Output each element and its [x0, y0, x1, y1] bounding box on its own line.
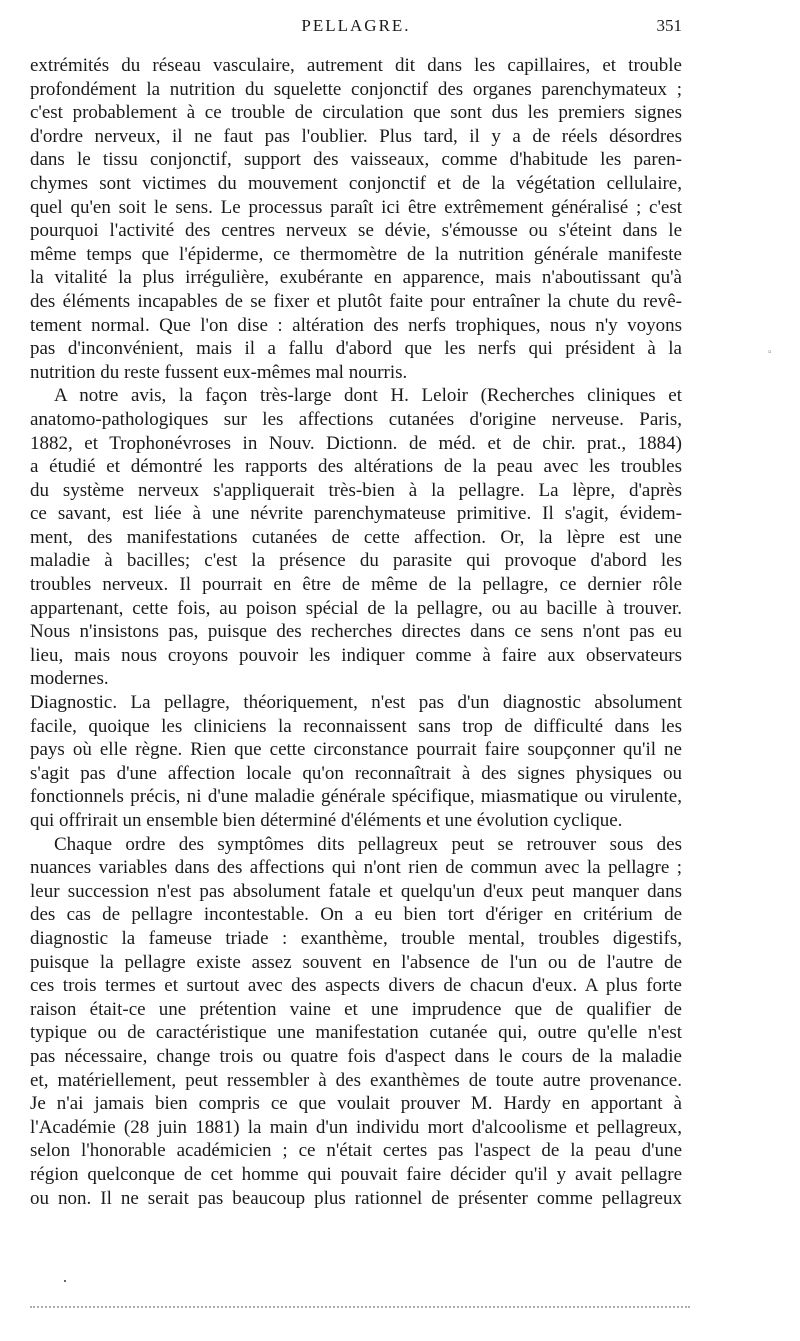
text-line: Diagnostic. La pellagre, théoriquement, n'est pas d'un diagnostic absolument: [30, 692, 682, 714]
text-line: anatomo-pathologiques sur les affections cutanées d'origine nerveuse. Paris,: [30, 408, 682, 430]
text-line: des cas de pellagre incontestable. On a eu bien tort d'ériger en critérium de: [30, 904, 682, 926]
footer-tick: [64, 1280, 66, 1282]
text-line: facile, quoique les cliniciens la reconnaissent sans trop de difficulté dans les: [30, 715, 682, 737]
page-number: 351: [656, 16, 682, 35]
text-line: raison était-ce une prétention vaine et une imprudence que de qualifier de: [30, 998, 682, 1020]
text-line: nuances variables dans des affections qui n'ont rien de commun avec la pellagre ;: [30, 857, 682, 879]
stray-mark: ▫: [768, 347, 772, 358]
text-line: quel qu'en soit le sens. Le processus paraît ici être extrêmement généralisé ; c'est: [30, 196, 682, 218]
text-line: leur succession n'est pas absolument fatale et quelqu'un d'eux peut manquer dans: [30, 880, 682, 902]
text-line: maladie à bacilles; c'est la présence du parasite qui provoque d'abord les: [30, 550, 682, 572]
text-line: pays où elle règne. Rien que cette circonstance pourrait faire soupçonner qu'il ne: [30, 739, 682, 761]
text-line: pas d'inconvénient, mais il a fallu d'abord que les nerfs qui président à la: [30, 338, 682, 360]
text-line: chymes sont victimes du mouvement conjonctif et de la végétation cellulaire,: [30, 172, 682, 194]
text-line: la vitalité la plus irrégulière, exubérante en apparence, mais n'aboutissant qu'à: [30, 267, 682, 289]
text-line: et, matériellement, peut ressembler à des exanthèmes de toute autre provenance.: [30, 1069, 682, 1091]
text-line: fonctionnels précis, ni d'une maladie générale spécifique, miasmatique ou virulente,: [30, 786, 682, 808]
text-line: dans le tissu conjonctif, support des vaisseaux, comme d'habitude les paren-: [30, 149, 682, 171]
text-line: c'est probablement à ce trouble de circulation que sont dus les premiers signes: [30, 102, 682, 124]
text-line: 1882, et Trophonévroses in Nouv. Dictionn. de méd. et de chir. prat., 1884): [30, 432, 682, 454]
text-line: du système nerveux s'appliquerait très-bien à la pellagre. La lèpre, d'après: [30, 479, 682, 501]
text-line: tement normal. Que l'on dise : altération des nerfs trophiques, nous n'y voyons: [30, 314, 682, 336]
text-line: s'agit pas d'une affection locale qu'on reconnaîtrait à des signes physiques ou: [30, 762, 682, 784]
text-line: profondément la nutrition du squelette conjonctif des organes parenchymateux ;: [30, 78, 682, 100]
text-line: extrémités du réseau vasculaire, autrement dit dans les capillaires, et trouble: [30, 55, 682, 76]
text-line: selon l'honorable académicien ; ce n'était certes pas l'aspect de la peau d'une: [30, 1140, 682, 1162]
text-line: pourquoi l'activité des centres nerveux se dévie, s'émousse ou s'éteint dans le: [30, 220, 682, 242]
text-line: d'ordre nerveux, il ne faut pas l'oublier. Plus tard, il y a de réels désordres: [30, 125, 682, 147]
text-line: Nous n'insistons pas, puisque des recherches directes dans ce sens n'ont pas eu: [30, 621, 682, 643]
text-line: ces trois termes et surtout avec des aspects divers de chacun d'eux. A plus forte: [30, 975, 682, 997]
text-line: Chaque ordre des symptômes dits pellagreux peut se retrouver sous des: [54, 833, 682, 855]
text-line: ou non. Il ne serait pas beaucoup plus rationnel de présenter comme pellagreux: [30, 1187, 682, 1209]
text-line: lieu, mais nous croyons pouvoir les indiquer comme à faire aux observateurs: [30, 644, 682, 666]
text-line: ce savant, est liée à une névrite parenchymateuse primitive. Il s'agit, évidem-: [30, 503, 682, 525]
text-line: pas nécessaire, change trois ou quatre fois d'aspect dans le cours de la maladie: [30, 1045, 682, 1067]
text-line: A notre avis, la façon très-large dont H. Leloir (Recherches cliniques et: [54, 385, 682, 407]
text-line: troubles nerveux. Il pourrait en être de même de la pellagre, ce dernier rôle: [30, 574, 682, 596]
page-header: [30, 16, 682, 42]
footer-dotted-rule: [30, 1306, 690, 1310]
text-line: région quelconque de cet homme qui pouvait faire décider qu'il y avait pellagre: [30, 1163, 682, 1185]
text-line: diagnostic la fameuse triade : exanthème, trouble mental, troubles digestifs,: [30, 927, 682, 949]
text-line: nutrition du reste fussent eux-mêmes mal nourris.: [30, 361, 408, 383]
text-line: puisque la pellagre existe assez souvent en l'absence de l'un ou de l'autre de: [30, 951, 682, 973]
text-line: a étudié et démontré les rapports des altérations de la peau avec les troubles: [30, 456, 682, 478]
text-line: modernes.: [30, 668, 109, 690]
text-line: qui offrirait un ensemble bien déterminé d'éléments et une évolution cyclique.: [30, 810, 623, 831]
text-line: typique ou de caractéristique une manifestation cutanée qui, outre qu'elle n'est: [30, 1022, 682, 1044]
text-line: appartenant, cette fois, au poison spécial de la pellagre, ou au bacille à trouver.: [30, 597, 682, 619]
text-line: même temps que l'épiderme, ce thermomètre de la nutrition générale manifeste: [30, 243, 682, 265]
text-line: ment, des manifestations cutanées de cette affection. Or, la lèpre est une: [30, 526, 682, 548]
running-title: PELLAGRE.: [301, 16, 411, 35]
text-line: Je n'ai jamais bien compris ce que voulait prouver M. Hardy en apportant à: [30, 1093, 682, 1115]
body-text: [30, 54, 682, 1210]
text-line: l'Académie (28 juin 1881) la main d'un individu mort d'alcoolisme et pellagreux,: [30, 1116, 682, 1138]
text-line: des éléments incapables de se fixer et plutôt faite pour entraîner la chute du revê-: [30, 290, 682, 312]
